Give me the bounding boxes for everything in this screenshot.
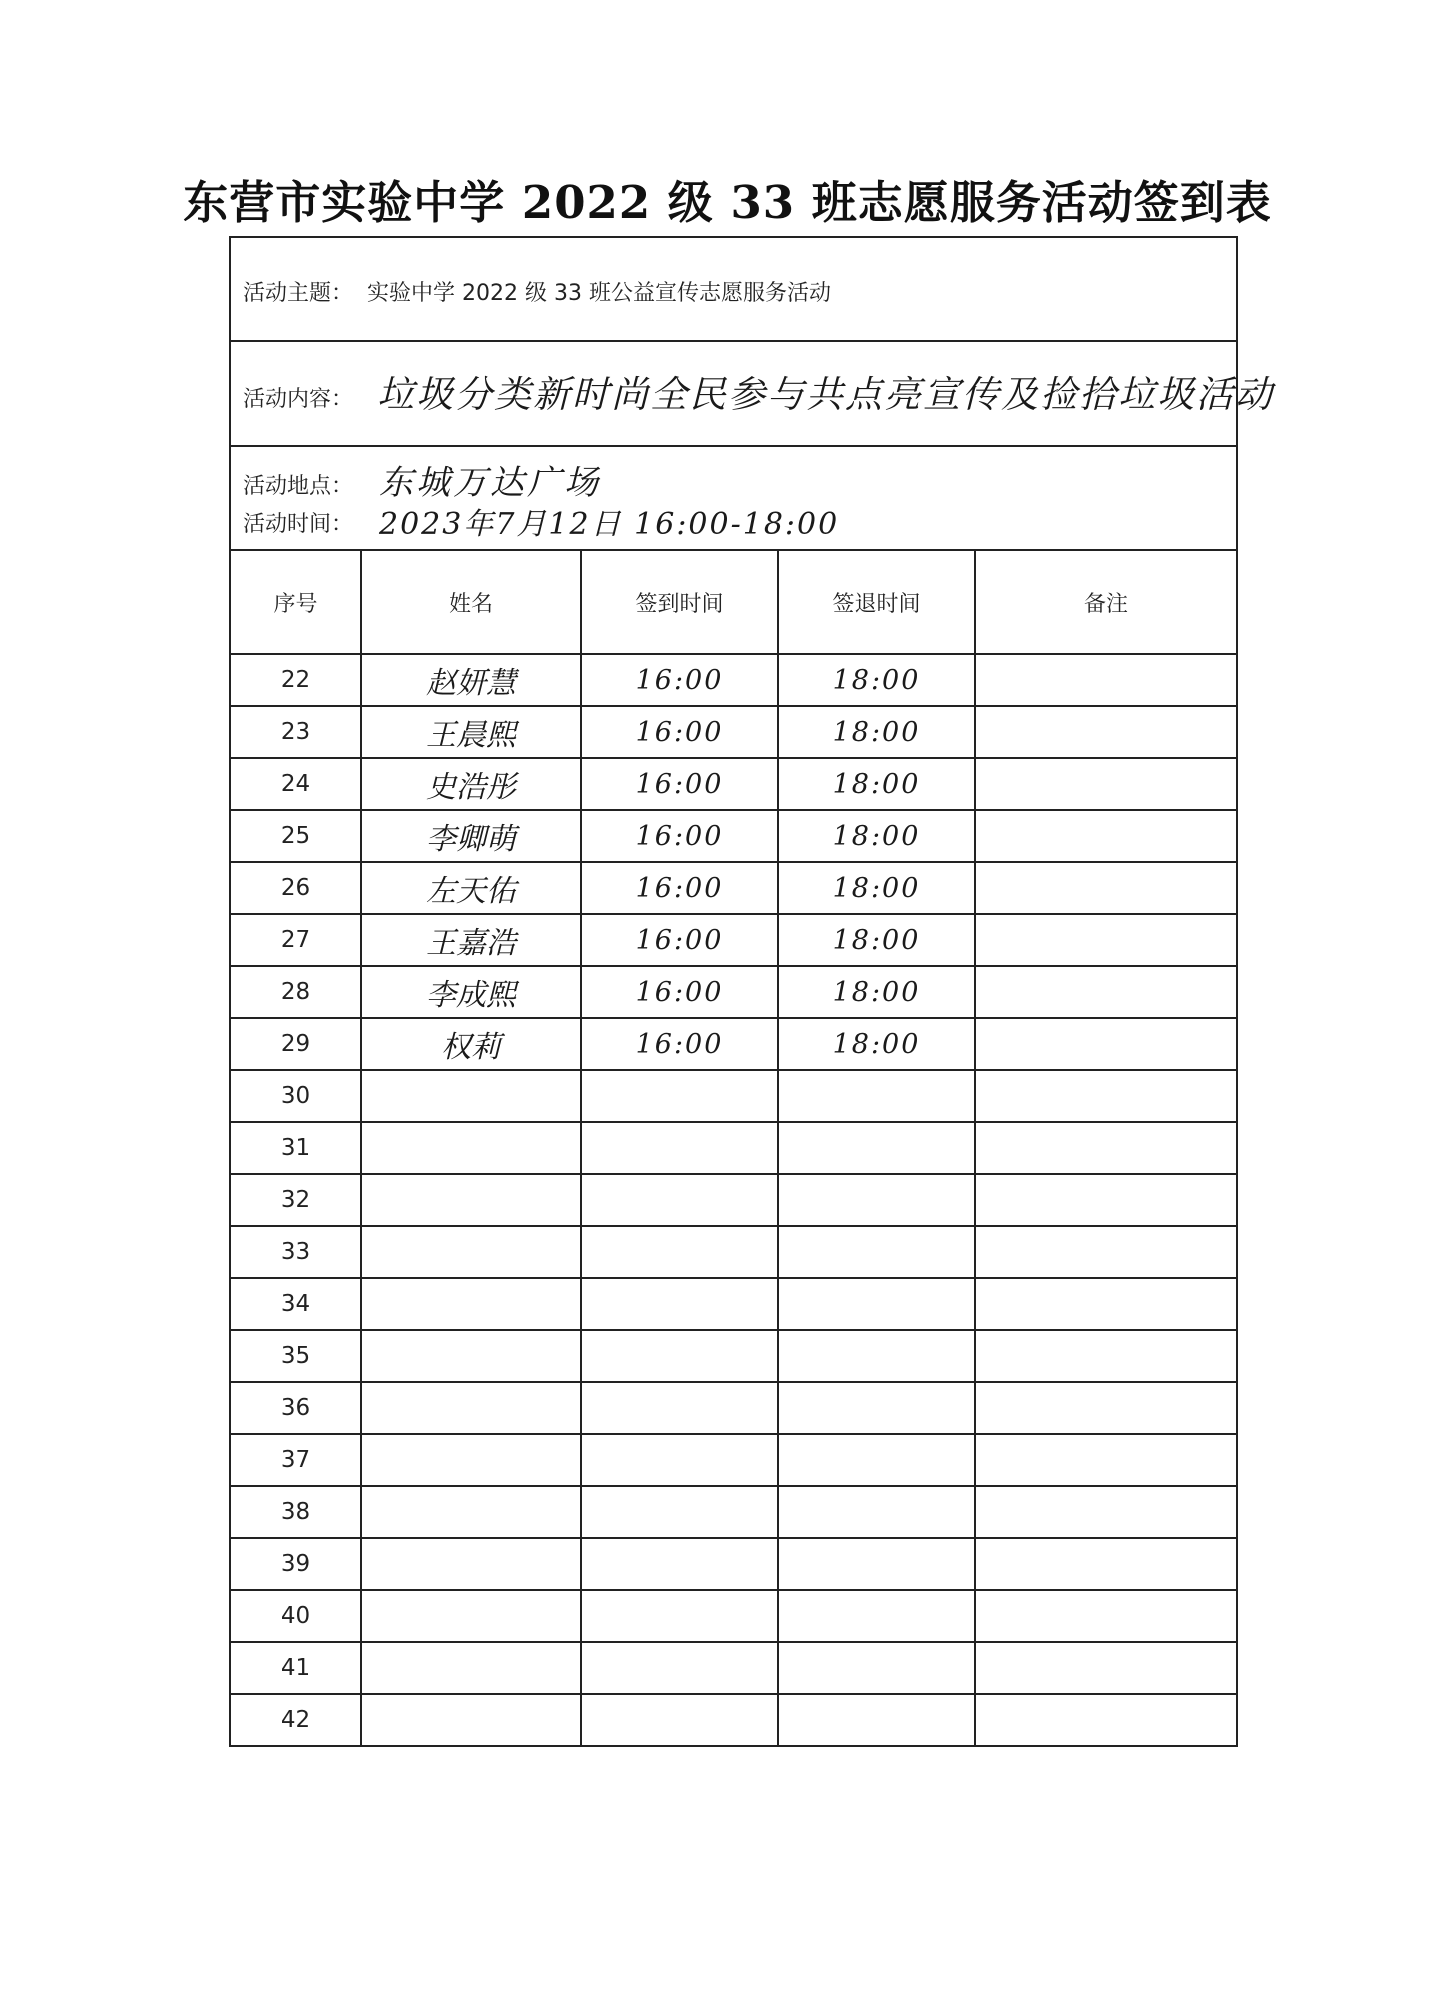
row-name [361, 1122, 581, 1174]
row-signin-time: 16:00 [581, 654, 778, 706]
row-name [361, 1434, 581, 1486]
activity-theme-label: 活动主题： [243, 281, 354, 306]
row-name: 赵妍慧 [361, 654, 581, 706]
row-signout-time [778, 1330, 975, 1382]
row-name: 李成熙 [361, 966, 581, 1018]
row-signin-time [581, 1694, 778, 1745]
activity-place-value: 东城万达广场 [379, 463, 601, 503]
row-number: 40 [231, 1590, 361, 1642]
row-note [975, 1070, 1236, 1122]
row-note [975, 758, 1236, 810]
row-signout-time [778, 1434, 975, 1486]
row-name [361, 1642, 581, 1694]
row-name [361, 1330, 581, 1382]
table-row [231, 1330, 1236, 1382]
row-name: 史浩彤 [361, 758, 581, 810]
row-name: 左天佑 [361, 862, 581, 914]
row-signout-time [778, 1382, 975, 1434]
row-signin-time: 16:00 [581, 966, 778, 1018]
row-number: 35 [231, 1330, 361, 1382]
header-no: 序号 [231, 551, 361, 654]
row-note [975, 706, 1236, 758]
activity-place-label: 活动地点： [243, 474, 354, 499]
table-row [231, 1486, 1236, 1538]
row-name [361, 1070, 581, 1122]
row-signout-time: 18:00 [778, 654, 975, 706]
row-signout-time: 18:00 [778, 810, 975, 862]
row-number: 32 [231, 1174, 361, 1226]
table-row [231, 1642, 1236, 1694]
row-name [361, 1174, 581, 1226]
table-row [231, 758, 1236, 810]
table-row [231, 1122, 1236, 1174]
table-row [231, 1538, 1236, 1590]
row-signout-time [778, 1694, 975, 1745]
row-number: 39 [231, 1538, 361, 1590]
signin-table [231, 551, 1236, 1745]
row-number: 26 [231, 862, 361, 914]
row-number: 23 [231, 706, 361, 758]
row-note [975, 810, 1236, 862]
table-row [231, 1070, 1236, 1122]
row-signin-time [581, 1278, 778, 1330]
row-signout-time: 18:00 [778, 706, 975, 758]
row-signin-time [581, 1538, 778, 1590]
row-number: 28 [231, 966, 361, 1018]
activity-theme-value: 实验中学 2022 级 33 班公益宣传志愿服务活动 [367, 281, 831, 306]
row-note [975, 1122, 1236, 1174]
table-row [231, 1226, 1236, 1278]
row-note [975, 1434, 1236, 1486]
row-signout-time [778, 1070, 975, 1122]
header-signin-time: 签到时间 [581, 551, 778, 654]
header-note: 备注 [975, 551, 1236, 654]
row-signout-time [778, 1486, 975, 1538]
activity-place-time-row [231, 447, 1236, 551]
row-signin-time [581, 1590, 778, 1642]
row-signin-time: 16:00 [581, 1018, 778, 1070]
row-number: 30 [231, 1070, 361, 1122]
row-note [975, 1226, 1236, 1278]
row-signout-time: 18:00 [778, 914, 975, 966]
table-row [231, 654, 1236, 706]
row-number: 27 [231, 914, 361, 966]
row-signout-time: 18:00 [778, 758, 975, 810]
table-row [231, 966, 1236, 1018]
row-name [361, 1694, 581, 1745]
table-row [231, 706, 1236, 758]
row-signin-time [581, 1642, 778, 1694]
row-number: 33 [231, 1226, 361, 1278]
activity-theme-row [231, 238, 1236, 342]
table-row [231, 1174, 1236, 1226]
activity-time-value: 2023年7月12日 16:00-18:00 [379, 507, 840, 542]
table-row [231, 1434, 1236, 1486]
row-name: 王嘉浩 [361, 914, 581, 966]
row-number: 38 [231, 1486, 361, 1538]
row-signout-time [778, 1642, 975, 1694]
row-number: 36 [231, 1382, 361, 1434]
row-signin-time: 16:00 [581, 810, 778, 862]
table-header-row [231, 551, 1236, 654]
row-name: 王晨熙 [361, 706, 581, 758]
row-signout-time: 18:00 [778, 1018, 975, 1070]
row-note [975, 1330, 1236, 1382]
row-name [361, 1486, 581, 1538]
row-note [975, 1278, 1236, 1330]
header-signout-time: 签退时间 [778, 551, 975, 654]
row-signout-time [778, 1538, 975, 1590]
row-signin-time: 16:00 [581, 914, 778, 966]
row-signout-time [778, 1590, 975, 1642]
row-signout-time [778, 1174, 975, 1226]
row-name [361, 1278, 581, 1330]
row-number: 37 [231, 1434, 361, 1486]
row-signout-time: 18:00 [778, 862, 975, 914]
row-note [975, 966, 1236, 1018]
row-note [975, 654, 1236, 706]
row-signout-time: 18:00 [778, 966, 975, 1018]
row-number: 25 [231, 810, 361, 862]
row-number: 34 [231, 1278, 361, 1330]
row-signin-time [581, 1486, 778, 1538]
table-row [231, 1018, 1236, 1070]
row-number: 31 [231, 1122, 361, 1174]
row-signin-time [581, 1382, 778, 1434]
row-name: 李卿萌 [361, 810, 581, 862]
row-number: 42 [231, 1694, 361, 1745]
signin-sheet [229, 236, 1274, 1747]
header-name: 姓名 [361, 551, 581, 654]
row-note [975, 1382, 1236, 1434]
table-row [231, 810, 1236, 862]
row-note [975, 914, 1236, 966]
row-note [975, 1590, 1236, 1642]
row-note [975, 1018, 1236, 1070]
row-number: 29 [231, 1018, 361, 1070]
table-row [231, 1694, 1236, 1745]
table-row [231, 1590, 1236, 1642]
row-note [975, 1486, 1236, 1538]
row-signout-time [778, 1278, 975, 1330]
row-signout-time [778, 1226, 975, 1278]
activity-time-label: 活动时间： [243, 512, 354, 537]
row-signin-time: 16:00 [581, 706, 778, 758]
page-title: 东营市实验中学 2022 级 33 班志愿服务活动签到表 [183, 176, 1272, 229]
row-name [361, 1382, 581, 1434]
row-number: 22 [231, 654, 361, 706]
row-name [361, 1538, 581, 1590]
row-signin-time [581, 1330, 778, 1382]
row-signout-time [778, 1122, 975, 1174]
activity-content-row [231, 342, 1274, 447]
table-row [231, 862, 1236, 914]
table-row [231, 914, 1236, 966]
row-note [975, 862, 1236, 914]
row-note [975, 1642, 1236, 1694]
activity-content-label: 活动内容： [243, 387, 354, 412]
row-name: 权莉 [361, 1018, 581, 1070]
row-signin-time [581, 1226, 778, 1278]
table-row [231, 1382, 1236, 1434]
row-signin-time [581, 1174, 778, 1226]
row-signin-time [581, 1434, 778, 1486]
row-name [361, 1590, 581, 1642]
row-signin-time [581, 1070, 778, 1122]
row-note [975, 1694, 1236, 1745]
table-row [231, 1278, 1236, 1330]
activity-content-value: 垃圾分类新时尚全民参与共点亮宣传及捡拾垃圾活动 [377, 373, 1274, 416]
row-name [361, 1226, 581, 1278]
row-signin-time [581, 1122, 778, 1174]
row-number: 41 [231, 1642, 361, 1694]
row-signin-time: 16:00 [581, 862, 778, 914]
row-note [975, 1538, 1236, 1590]
row-note [975, 1174, 1236, 1226]
row-number: 24 [231, 758, 361, 810]
row-signin-time: 16:00 [581, 758, 778, 810]
